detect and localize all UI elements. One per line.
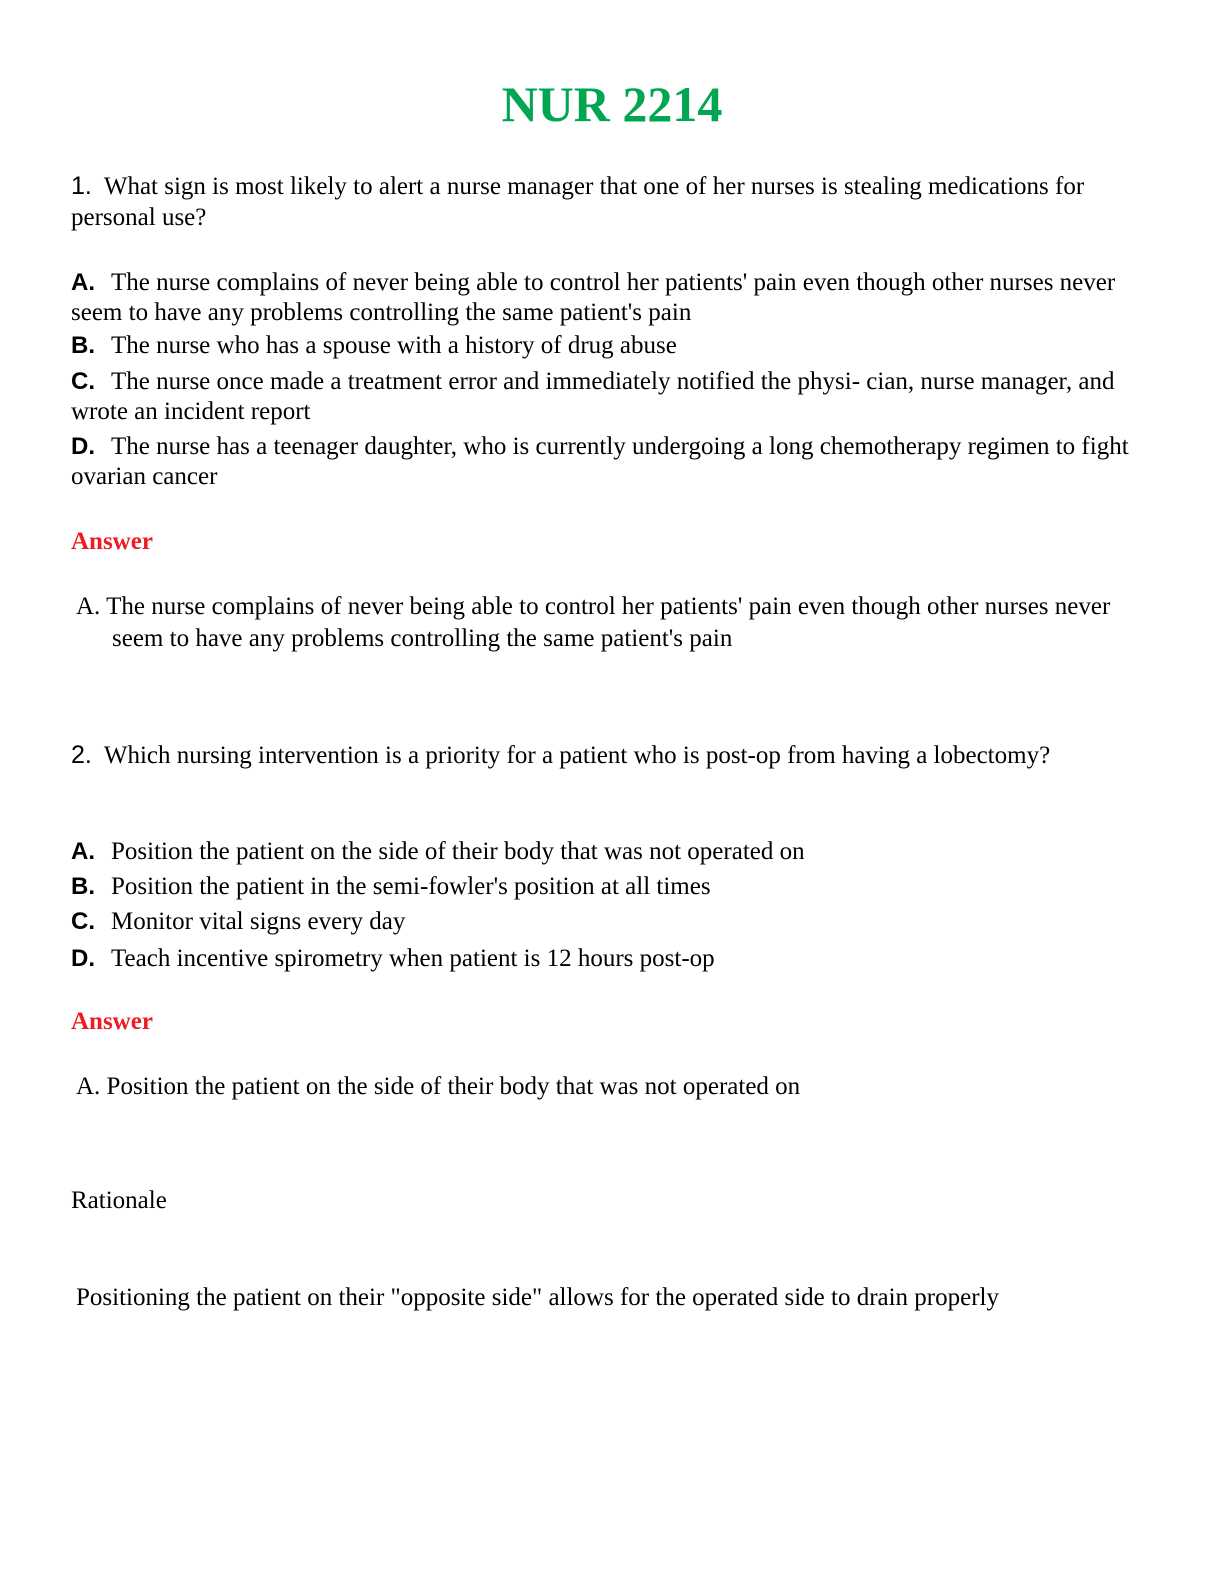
option-letter: D.: [71, 945, 95, 972]
question-1-answer-label: Answer: [71, 528, 153, 555]
option-text: The nurse has a teenager daughter, who is currently undergoing a long chemotherapy regimen to fight ovarian cancer: [71, 433, 1129, 490]
option-text: The nurse once made a treatment error and immediately notified the physi- cian, nurse manager, and wrote an incident report: [71, 368, 1115, 425]
option-text: Teach incentive spirometry when patient is 12 hours post-op: [111, 945, 715, 972]
question-2-answer-label: Answer: [71, 1008, 153, 1035]
option-text: Monitor vital signs every day: [111, 908, 406, 935]
question-1-option-b: [71, 331, 1131, 361]
option-text: Position the patient on the side of their body that was not operated on: [111, 838, 805, 865]
question-text: What sign is most likely to alert a nurse manager that one of her nurses is stealing medications for personal use?: [71, 173, 1085, 231]
question-2-option-d: [71, 944, 1131, 974]
option-letter: A.: [71, 269, 95, 296]
rationale-label: Rationale: [71, 1187, 167, 1214]
option-letter: C.: [71, 368, 95, 395]
question-1-option-d: [71, 432, 1131, 492]
question-text: Which nursing intervention is a priority for a patient who is post-op from having a lobectomy?: [103, 742, 1051, 769]
option-letter: D.: [71, 433, 95, 460]
question-2-answer: A. Position the patient on the side of their body that was not operated on: [76, 1073, 801, 1100]
question-2-option-a: [71, 837, 1131, 867]
option-text: The nurse who has a spouse with a history of drug abuse: [111, 332, 677, 359]
question-2-option-c: [71, 907, 1131, 937]
question-1-answer: A. The nurse complains of never being able to control her patients' pain even though other nurses never seem to have any problems controlling the same patient's pain: [76, 593, 1111, 652]
question-1: [71, 171, 1131, 233]
question-number: 1.: [71, 172, 92, 200]
option-letter: B.: [71, 873, 95, 900]
question-2-option-b: [71, 872, 1131, 902]
option-text: Position the patient in the semi-fowler's position at all times: [111, 873, 711, 900]
question-1-option-c: [71, 367, 1131, 427]
option-text: The nurse complains of never being able to control her patients' pain even though other nurses never seem to have any problems controlling the same patient's pain: [71, 269, 1116, 326]
question-1-option-a: [71, 268, 1131, 328]
option-letter: A.: [71, 838, 95, 865]
option-letter: B.: [71, 332, 95, 359]
option-letter: C.: [71, 908, 95, 935]
question-number: 2.: [71, 741, 92, 769]
page-title: NUR 2214: [501, 76, 723, 132]
rationale-text: Positioning the patient on their "opposite side" allows for the operated side to drain properly: [76, 1284, 999, 1311]
question-2: [71, 740, 1131, 771]
